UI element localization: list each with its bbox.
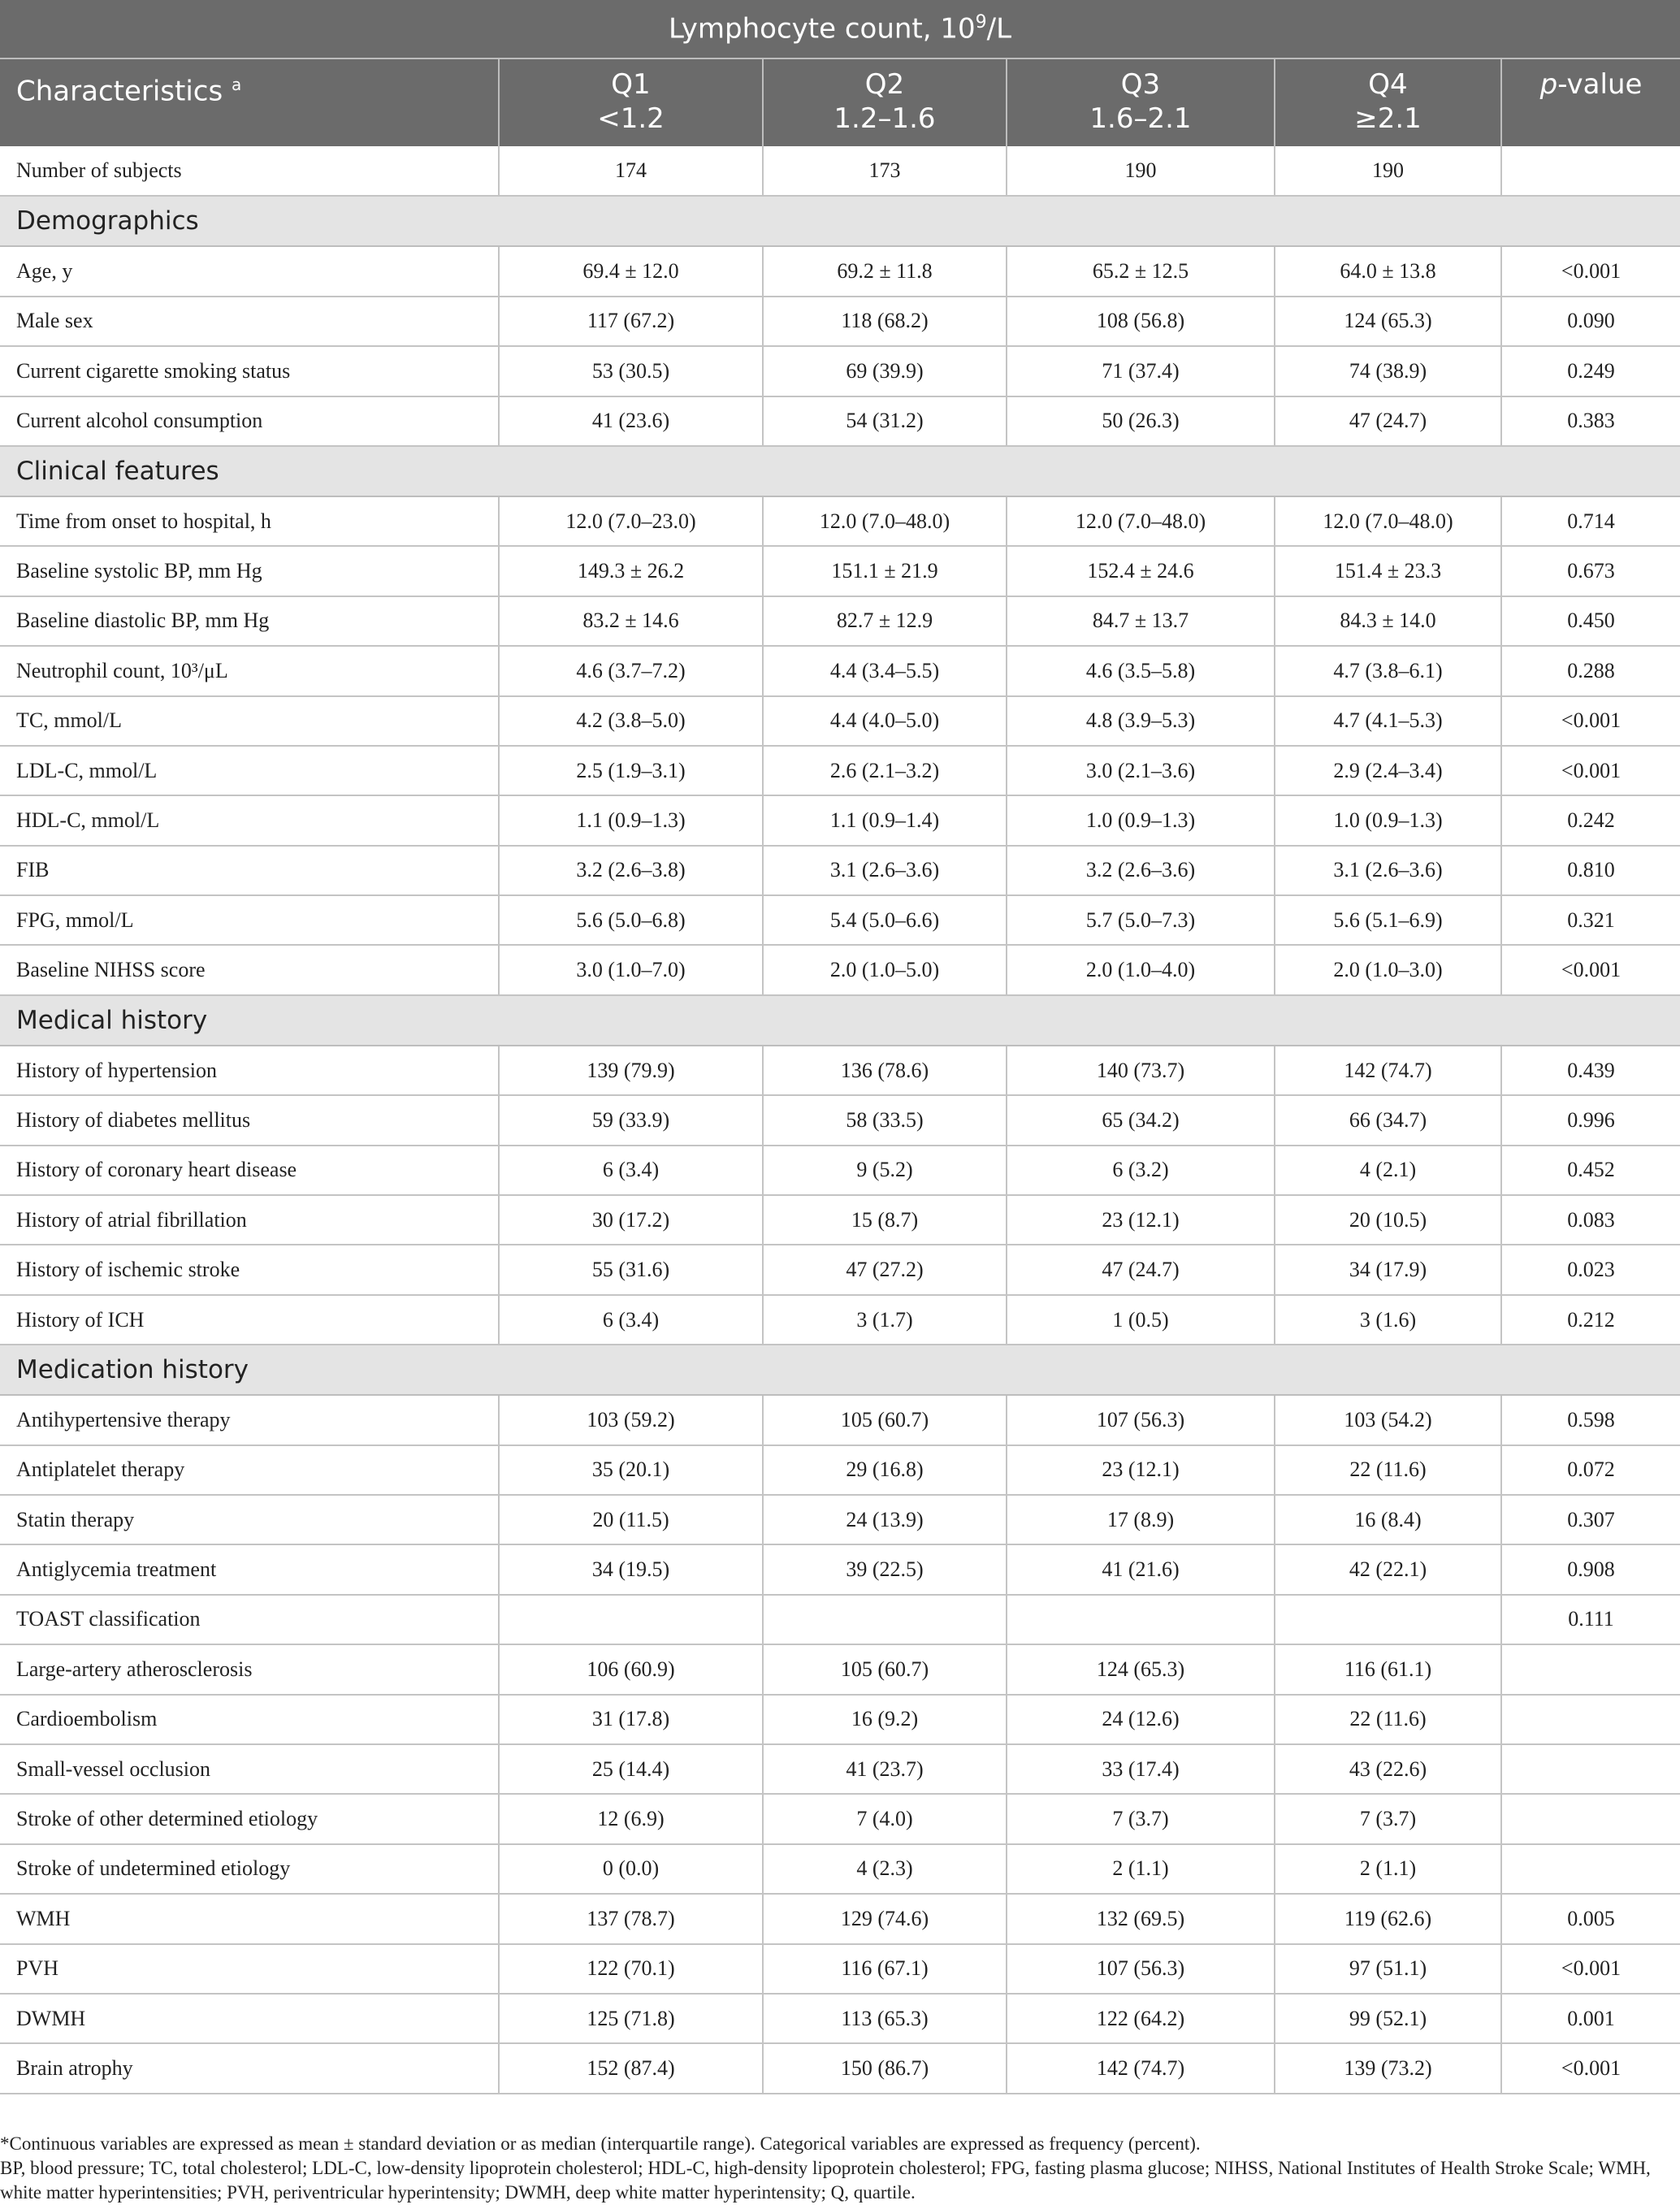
cell-q1: 137 (78.7): [499, 1894, 763, 1943]
cell-q2: 12.0 (7.0–48.0): [763, 496, 1007, 546]
cell-q4: 66 (34.7): [1275, 1095, 1501, 1145]
cell-q4: 3.1 (2.6–3.6): [1275, 846, 1501, 895]
cell-q4: 64.0 ± 13.8: [1275, 246, 1501, 296]
cell-pvalue: [1501, 1794, 1680, 1843]
cell-q4: 5.6 (5.1–6.9): [1275, 895, 1501, 945]
cell-q1: 174: [499, 146, 763, 196]
footnote-1: *Continuous variables are expressed as mean ± standard deviation or as median (interquartile range). Categorical variables are expressed as frequency (percent).: [0, 2133, 1201, 2154]
cell-q3: 152.4 ± 24.6: [1007, 546, 1275, 596]
cell-q2: 29 (16.8): [763, 1445, 1007, 1495]
header-q2-name: Q2: [864, 68, 905, 101]
cell-q4: 4.7 (3.8–6.1): [1275, 646, 1501, 695]
cell-q4: 20 (10.5): [1275, 1195, 1501, 1245]
cell-q1: [499, 1595, 763, 1644]
cell-pvalue: 0.083: [1501, 1195, 1680, 1245]
table-body: [0, 146, 1680, 2094]
cell-q1: 53 (30.5): [499, 346, 763, 396]
cell-q2: 151.1 ± 21.9: [763, 546, 1007, 596]
cell-pvalue: 0.383: [1501, 396, 1680, 446]
row-label: Statin therapy: [0, 1495, 499, 1544]
cell-q2: 41 (23.7): [763, 1744, 1007, 1794]
row-label: Stroke of other determined etiology: [0, 1794, 499, 1843]
row-label: LDL-C, mmol/L: [0, 746, 499, 795]
cell-pvalue: 0.111: [1501, 1595, 1680, 1644]
cell-q1: 1.1 (0.9–1.3): [499, 795, 763, 845]
row-label: Baseline NIHSS score: [0, 945, 499, 994]
header-q4: [1275, 58, 1501, 146]
cell-q2: 69 (39.9): [763, 346, 1007, 396]
cell-q4: 42 (22.1): [1275, 1544, 1501, 1594]
row-label: Time from onset to hospital, h: [0, 496, 499, 546]
header-q1-range: <1.2: [597, 102, 665, 135]
cell-q2: 24 (13.9): [763, 1495, 1007, 1544]
cell-q4: 190: [1275, 146, 1501, 196]
cell-q3: 7 (3.7): [1007, 1794, 1275, 1843]
table-row: [0, 1046, 1680, 1095]
cell-q4: 34 (17.9): [1275, 1245, 1501, 1294]
table-row: [0, 1544, 1680, 1594]
cell-q1: 83.2 ± 14.6: [499, 596, 763, 646]
cell-q2: 82.7 ± 12.9: [763, 596, 1007, 646]
table-row: [0, 1395, 1680, 1445]
cell-q3: 41 (21.6): [1007, 1544, 1275, 1594]
cell-q3: 6 (3.2): [1007, 1146, 1275, 1195]
cell-q3: 108 (56.8): [1007, 297, 1275, 346]
row-label: Male sex: [0, 297, 499, 346]
cell-q1: 55 (31.6): [499, 1245, 763, 1294]
cell-pvalue: [1501, 1644, 1680, 1694]
row-label: Age, y: [0, 246, 499, 296]
table-row: [0, 646, 1680, 695]
cell-q2: 2.0 (1.0–5.0): [763, 945, 1007, 994]
row-label: TC, mmol/L: [0, 696, 499, 746]
table-row: [0, 246, 1680, 296]
header-q1-name: Q1: [611, 68, 651, 101]
cell-q1: 3.2 (2.6–3.8): [499, 846, 763, 895]
row-label: Current alcohol consumption: [0, 396, 499, 446]
table-row: [0, 1844, 1680, 1894]
header-q2-range: 1.2–1.6: [834, 102, 936, 135]
row-label: Cardioembolism: [0, 1695, 499, 1744]
header-q1: [499, 58, 763, 146]
cell-q3: 2 (1.1): [1007, 1844, 1275, 1894]
cell-q1: 4.2 (3.8–5.0): [499, 696, 763, 746]
cell-q3: 84.7 ± 13.7: [1007, 596, 1275, 646]
cell-q1: 3.0 (1.0–7.0): [499, 945, 763, 994]
table-row: [0, 596, 1680, 646]
cell-q3: 50 (26.3): [1007, 396, 1275, 446]
cell-q2: 136 (78.6): [763, 1046, 1007, 1095]
cell-q2: 7 (4.0): [763, 1794, 1007, 1843]
cell-q1: 103 (59.2): [499, 1395, 763, 1445]
cell-q4: 103 (54.2): [1275, 1395, 1501, 1445]
column-header-row: [0, 58, 1680, 146]
table-row: [0, 895, 1680, 945]
cell-q2: 4.4 (4.0–5.0): [763, 696, 1007, 746]
cell-pvalue: 0.005: [1501, 1894, 1680, 1943]
table-title-suffix: /L: [986, 12, 1012, 45]
row-label: Brain atrophy: [0, 2043, 499, 2093]
cell-q2: 1.1 (0.9–1.4): [763, 795, 1007, 845]
cell-q1: 31 (17.8): [499, 1695, 763, 1744]
cell-q2: 129 (74.6): [763, 1894, 1007, 1943]
table-row: [0, 1495, 1680, 1544]
table-row: [0, 1595, 1680, 1644]
table-title-row: [0, 0, 1680, 58]
cell-q2: 105 (60.7): [763, 1395, 1007, 1445]
cell-pvalue: 0.307: [1501, 1495, 1680, 1544]
cell-q1: 106 (60.9): [499, 1644, 763, 1694]
cell-q3: 71 (37.4): [1007, 346, 1275, 396]
cell-q4: 2.9 (2.4–3.4): [1275, 746, 1501, 795]
cell-q2: 113 (65.3): [763, 1994, 1007, 2043]
table-row: [0, 1744, 1680, 1794]
cell-q3: 23 (12.1): [1007, 1445, 1275, 1495]
cell-pvalue: <0.001: [1501, 2043, 1680, 2093]
header-characteristics: [0, 58, 499, 146]
cell-pvalue: 0.908: [1501, 1544, 1680, 1594]
cell-q4: 16 (8.4): [1275, 1495, 1501, 1544]
row-label: FPG, mmol/L: [0, 895, 499, 945]
row-label: Antiglycemia treatment: [0, 1544, 499, 1594]
cell-q1: 59 (33.9): [499, 1095, 763, 1145]
cell-q2: 4.4 (3.4–5.5): [763, 646, 1007, 695]
cell-q1: 35 (20.1): [499, 1445, 763, 1495]
cell-q2: 105 (60.7): [763, 1644, 1007, 1694]
table-row: [0, 396, 1680, 446]
cell-q3: 122 (64.2): [1007, 1994, 1275, 2043]
cell-q1: 41 (23.6): [499, 396, 763, 446]
cell-q4: 2 (1.1): [1275, 1844, 1501, 1894]
cell-q1: 152 (87.4): [499, 2043, 763, 2093]
cell-q3: 107 (56.3): [1007, 1395, 1275, 1445]
row-label: Baseline diastolic BP, mm Hg: [0, 596, 499, 646]
cell-pvalue: 0.598: [1501, 1395, 1680, 1445]
cell-q2: 4 (2.3): [763, 1844, 1007, 1894]
cell-q4: 119 (62.6): [1275, 1894, 1501, 1943]
cell-pvalue: <0.001: [1501, 746, 1680, 795]
cell-q2: 54 (31.2): [763, 396, 1007, 446]
table-title-text: Lymphocyte count, 10: [668, 12, 976, 45]
cell-pvalue: [1501, 1695, 1680, 1744]
cell-q4: 116 (61.1): [1275, 1644, 1501, 1694]
row-label: History of coronary heart disease: [0, 1146, 499, 1195]
cell-q4: 4 (2.1): [1275, 1146, 1501, 1195]
cell-q4: 4.7 (4.1–5.3): [1275, 696, 1501, 746]
section-row: [0, 196, 1680, 246]
cell-q1: 139 (79.9): [499, 1046, 763, 1095]
cell-q2: 47 (27.2): [763, 1245, 1007, 1294]
cell-pvalue: 0.249: [1501, 346, 1680, 396]
cell-q2: 5.4 (5.0–6.6): [763, 895, 1007, 945]
header-q3-range: 1.6–2.1: [1089, 102, 1192, 135]
cell-pvalue: 0.452: [1501, 1146, 1680, 1195]
table-row: [0, 1994, 1680, 2043]
cell-q3: 4.6 (3.5–5.8): [1007, 646, 1275, 695]
header-pvalue-italic: p: [1539, 68, 1558, 101]
table-row: [0, 945, 1680, 994]
table-row: [0, 1295, 1680, 1345]
cell-pvalue: 0.072: [1501, 1445, 1680, 1495]
cell-q1: 2.5 (1.9–3.1): [499, 746, 763, 795]
cell-q4: 47 (24.7): [1275, 396, 1501, 446]
row-label: History of diabetes mellitus: [0, 1095, 499, 1145]
cell-q3: 2.0 (1.0–4.0): [1007, 945, 1275, 994]
cell-q4: 84.3 ± 14.0: [1275, 596, 1501, 646]
cell-pvalue: 0.001: [1501, 1994, 1680, 2043]
cell-q2: 39 (22.5): [763, 1544, 1007, 1594]
header-characteristics-sup: a: [232, 75, 242, 94]
cell-q3: 12.0 (7.0–48.0): [1007, 496, 1275, 546]
row-label: Neutrophil count, 10³/μL: [0, 646, 499, 695]
cell-q1: 34 (19.5): [499, 1544, 763, 1594]
table-row: [0, 1195, 1680, 1245]
row-label: DWMH: [0, 1994, 499, 2043]
cell-pvalue: <0.001: [1501, 945, 1680, 994]
section-heading: Demographics: [0, 196, 1680, 246]
footnote-2: BP, blood pressure; TC, total cholesterol; LDL-C, low-density lipoprotein cholesterol; HDL-C, high-density lipoprotein cholesterol; FPG, fasting plasma glucose; NIHSS, National Institutes of Health Stroke Scale; WMH, white matter hyperintensities; PVH, periventricular hyperintensity; DWMH, deep white matter hyperintensity; Q, quartile.: [0, 2158, 1651, 2203]
cell-q1: 0 (0.0): [499, 1844, 763, 1894]
cell-q4: 3 (1.6): [1275, 1295, 1501, 1345]
cell-q1: 4.6 (3.7–7.2): [499, 646, 763, 695]
cell-pvalue: 0.714: [1501, 496, 1680, 546]
cell-q1: 20 (11.5): [499, 1495, 763, 1544]
cell-q2: [763, 1595, 1007, 1644]
cell-q2: 69.2 ± 11.8: [763, 246, 1007, 296]
cell-pvalue: 0.023: [1501, 1245, 1680, 1294]
header-q4-name: Q4: [1368, 68, 1408, 101]
row-label: History of hypertension: [0, 1046, 499, 1095]
cell-q4: [1275, 1595, 1501, 1644]
table-row: [0, 496, 1680, 546]
row-label: History of ICH: [0, 1295, 499, 1345]
header-q3-name: Q3: [1120, 68, 1161, 101]
cell-q4: 2.0 (1.0–3.0): [1275, 945, 1501, 994]
cell-pvalue: 0.439: [1501, 1046, 1680, 1095]
table-title-sup: 9: [975, 12, 987, 33]
cell-pvalue: 0.450: [1501, 596, 1680, 646]
cell-pvalue: 0.673: [1501, 546, 1680, 596]
cell-pvalue: [1501, 1844, 1680, 1894]
cell-q3: 142 (74.7): [1007, 2043, 1275, 2093]
cell-q4: 43 (22.6): [1275, 1744, 1501, 1794]
cell-q3: 65.2 ± 12.5: [1007, 246, 1275, 296]
cell-q2: 3.1 (2.6–3.6): [763, 846, 1007, 895]
header-q4-range: ≥2.1: [1354, 102, 1422, 135]
section-row: [0, 995, 1680, 1046]
cell-pvalue: [1501, 146, 1680, 196]
cell-q3: 140 (73.7): [1007, 1046, 1275, 1095]
section-heading: Medication history: [0, 1345, 1680, 1395]
cell-q3: 3.2 (2.6–3.6): [1007, 846, 1275, 895]
cell-pvalue: 0.996: [1501, 1095, 1680, 1145]
cell-q2: 173: [763, 146, 1007, 196]
cell-q4: 22 (11.6): [1275, 1695, 1501, 1744]
table-row: [0, 1894, 1680, 1943]
cell-q3: 4.8 (3.9–5.3): [1007, 696, 1275, 746]
cell-q4: 99 (52.1): [1275, 1994, 1501, 2043]
cell-pvalue: 0.090: [1501, 297, 1680, 346]
row-label: FIB: [0, 846, 499, 895]
cell-q1: 149.3 ± 26.2: [499, 546, 763, 596]
row-label: Small-vessel occlusion: [0, 1744, 499, 1794]
cell-q1: 12.0 (7.0–23.0): [499, 496, 763, 546]
cell-q2: 118 (68.2): [763, 297, 1007, 346]
cell-q1: 6 (3.4): [499, 1146, 763, 1195]
row-label: Baseline systolic BP, mm Hg: [0, 546, 499, 596]
section-row: [0, 1345, 1680, 1395]
header-pvalue: [1501, 58, 1680, 146]
row-label: PVH: [0, 1944, 499, 1994]
table-row: [0, 1445, 1680, 1495]
table-row: [0, 696, 1680, 746]
cell-pvalue: 0.321: [1501, 895, 1680, 945]
cell-q1: 30 (17.2): [499, 1195, 763, 1245]
row-label: Large-artery atherosclerosis: [0, 1644, 499, 1694]
cell-q4: 151.4 ± 23.3: [1275, 546, 1501, 596]
table-row: [0, 546, 1680, 596]
cell-q3: 1 (0.5): [1007, 1295, 1275, 1345]
section-heading: Medical history: [0, 995, 1680, 1046]
row-label: WMH: [0, 1894, 499, 1943]
cell-pvalue: 0.288: [1501, 646, 1680, 695]
cell-pvalue: <0.001: [1501, 246, 1680, 296]
cell-q2: 9 (5.2): [763, 1146, 1007, 1195]
table-row: [0, 346, 1680, 396]
cell-q3: 17 (8.9): [1007, 1495, 1275, 1544]
cell-q1: 6 (3.4): [499, 1295, 763, 1345]
section-row: [0, 446, 1680, 496]
cell-pvalue: 0.242: [1501, 795, 1680, 845]
header-pvalue-rest: -value: [1557, 68, 1643, 101]
cell-q2: 150 (86.7): [763, 2043, 1007, 2093]
row-label: Antiplatelet therapy: [0, 1445, 499, 1495]
table-row: [0, 297, 1680, 346]
row-label: History of atrial fibrillation: [0, 1195, 499, 1245]
cell-q3: 3.0 (2.1–3.6): [1007, 746, 1275, 795]
table-row: [0, 1146, 1680, 1195]
cell-pvalue: 0.810: [1501, 846, 1680, 895]
table-row: [0, 2043, 1680, 2093]
cell-q2: 15 (8.7): [763, 1195, 1007, 1245]
table-row: [0, 1695, 1680, 1744]
row-label: TOAST classification: [0, 1595, 499, 1644]
cell-q1: 25 (14.4): [499, 1744, 763, 1794]
cell-q1: 5.6 (5.0–6.8): [499, 895, 763, 945]
cell-q4: 22 (11.6): [1275, 1445, 1501, 1495]
row-label: HDL-C, mmol/L: [0, 795, 499, 845]
cell-q3: 65 (34.2): [1007, 1095, 1275, 1145]
cell-q3: 23 (12.1): [1007, 1195, 1275, 1245]
cell-q3: 190: [1007, 146, 1275, 196]
row-label: Current cigarette smoking status: [0, 346, 499, 396]
row-label: Antihypertensive therapy: [0, 1395, 499, 1445]
cell-q2: 16 (9.2): [763, 1695, 1007, 1744]
cell-q4: 12.0 (7.0–48.0): [1275, 496, 1501, 546]
cell-q2: 2.6 (2.1–3.2): [763, 746, 1007, 795]
section-heading: Clinical features: [0, 446, 1680, 496]
table-row: [0, 146, 1680, 196]
cell-q1: 12 (6.9): [499, 1794, 763, 1843]
header-characteristics-label: Characteristics: [16, 75, 223, 108]
cell-pvalue: [1501, 1744, 1680, 1794]
cell-q2: 58 (33.5): [763, 1095, 1007, 1145]
table-row: [0, 1644, 1680, 1694]
cell-q4: 124 (65.3): [1275, 297, 1501, 346]
cell-q4: 74 (38.9): [1275, 346, 1501, 396]
cell-q3: 107 (56.3): [1007, 1944, 1275, 1994]
footnotes: [0, 2132, 1674, 2205]
table-row: [0, 1794, 1680, 1843]
table-row: [0, 1245, 1680, 1294]
cell-q4: 1.0 (0.9–1.3): [1275, 795, 1501, 845]
cell-q1: 125 (71.8): [499, 1994, 763, 2043]
cell-q1: 117 (67.2): [499, 297, 763, 346]
cell-q1: 69.4 ± 12.0: [499, 246, 763, 296]
cell-q3: 5.7 (5.0–7.3): [1007, 895, 1275, 945]
table-title: [0, 0, 1680, 58]
cell-q4: 142 (74.7): [1275, 1046, 1501, 1095]
cell-pvalue: 0.212: [1501, 1295, 1680, 1345]
cell-q2: 3 (1.7): [763, 1295, 1007, 1345]
row-label: Number of subjects: [0, 146, 499, 196]
cell-q3: 124 (65.3): [1007, 1644, 1275, 1694]
cell-q2: 116 (67.1): [763, 1944, 1007, 1994]
cell-q4: 7 (3.7): [1275, 1794, 1501, 1843]
cell-q3: 47 (24.7): [1007, 1245, 1275, 1294]
cell-q3: 132 (69.5): [1007, 1894, 1275, 1943]
header-q2: [763, 58, 1007, 146]
cell-pvalue: <0.001: [1501, 1944, 1680, 1994]
row-label: History of ischemic stroke: [0, 1245, 499, 1294]
table-row: [0, 746, 1680, 795]
cell-q4: 97 (51.1): [1275, 1944, 1501, 1994]
table-row: [0, 1095, 1680, 1145]
table-row: [0, 846, 1680, 895]
cell-q3: 24 (12.6): [1007, 1695, 1275, 1744]
cell-q3: 1.0 (0.9–1.3): [1007, 795, 1275, 845]
header-q3: [1007, 58, 1275, 146]
cell-q1: 122 (70.1): [499, 1944, 763, 1994]
cell-pvalue: <0.001: [1501, 696, 1680, 746]
table-row: [0, 1944, 1680, 1994]
row-label: Stroke of undetermined etiology: [0, 1844, 499, 1894]
cell-q3: [1007, 1595, 1275, 1644]
cell-q3: 33 (17.4): [1007, 1744, 1275, 1794]
table-row: [0, 795, 1680, 845]
cell-q4: 139 (73.2): [1275, 2043, 1501, 2093]
